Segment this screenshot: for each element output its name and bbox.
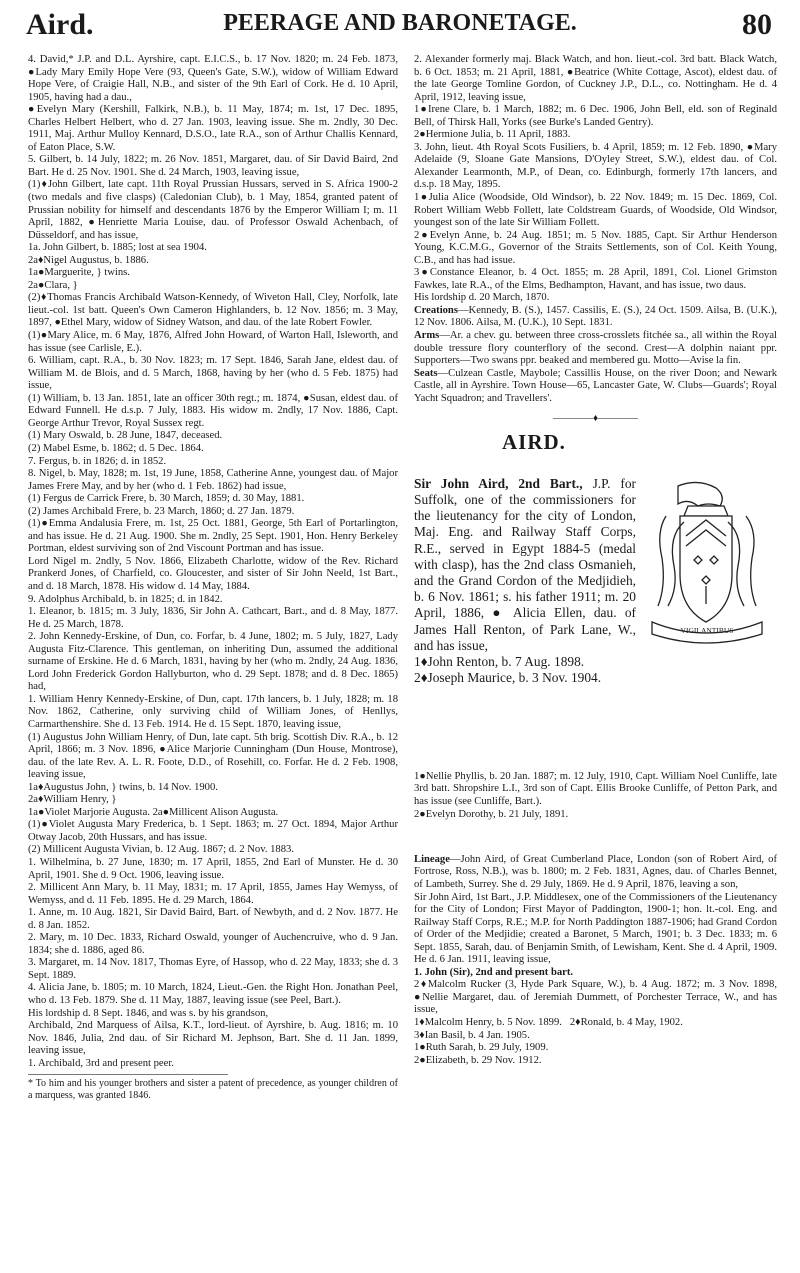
left-paragraph-37: Archibald, 2nd Marquess of Ailsa, K.T., lord-lieut. of Ayrshire, b. Aug. 1816; m. 10 Nov. 1846, Julia, 2nd dau. of Sir Richard M. Jephson, Bart. She d. 11 Jan. 1899, leaving issue, [28,1020,398,1057]
header-center: PEERAGE AND BARONETAGE. [223,10,577,36]
creations [414,305,777,330]
left-paragraph-23: 1. William Henry Kennedy-Erskine, of Dun, capt. 17th lancers, b. 1 July, 1828; m. 18 Nov. 1862, Catherine, only surviving child of William Jones, of Henllys, Carmarthenshire. She d. 13 Feb. 1914. He d. 15 Sept. 1870, leaving issue, [28,693,398,730]
arms-text: —Ar. a chev. gu. between three cross-crosslets fitchée sa., all within the Royal double tressure flory counterflory of the second. Crest—A dolphin naiant ppr. Supporters—Two swans ppr. beaked and membered gu. Motto—Avise la fin. [414,330,777,367]
left-paragraph-29: (2) Millicent Augusta Vivian, b. 12 Aug. 1867; d. 2 Nov. 1883. [28,844,294,856]
left-paragraph-2: 5. Gilbert, b. 14 July, 1822; m. 26 Nov. 1851, Margaret, dau. of Sir David Baird, 2nd Bart. He d. 25 Nov. 1901. She d. 24 March, 1903, leaving issue, [28,154,398,178]
left-paragraph-22: 2. John Kennedy-Erskine, of Dun, co. Forfar, b. 4 June, 1802; m. 5 July, 1827, Lady Augusta Fitz-Clarence. This gentleman, on inheriting Dun, assumed the additional surname of Erskine. He d. 6 March, 1831, having by her (who m. 2ndly, 24 Aug. 1836, Lord John Frederick Gordon Hallyburton, who d. 29 Sept. 1878; and d. 8 Dec. 1865) had, [28,631,398,693]
left-paragraph-33: 2. Mary, m. 10 Dec. 1833, Richard Oswald, younger of Auchencruive, who d. 9 Jan. 1834; she d. 1886, aged 86. [28,932,398,956]
left-paragraph-30: 1. Wilhelmina, b. 27 June, 1830; m. 17 April, 1855, 2nd Earl of Munster. He d. 30 April, 1901. She d. 9 Oct. 1906, leaving issue. [28,857,398,881]
left-paragraph-26: 2a♦William Henry, } [28,794,117,806]
right-paragraph-6: 3●Constance Eleanor, b. 4 Oct. 1855; m. 28 April, 1891, Col. Lionel Grimston Fawkes, late R.A., of the Elms, Bedhampton, Havant, and has issue, two daus. [414,267,777,291]
left-paragraphs [28,54,398,1070]
grandson-1: 1♦Malcolm Henry, b. 5 Nov. 1899. [414,1016,562,1028]
aird-daughter-2: 2●Evelyn Dorothy, b. 21 July, 1891. [414,808,569,820]
left-paragraph-34: 3. Margaret, m. 14 Nov. 1817, Thomas Eyre, of Hassop, who d. 22 May, 1833; she d. 3 Sept. 1889. [28,957,398,981]
aird-grandchild-3: 3♦Ian Basil, b. 4 Jan. 1905. [414,1029,530,1041]
left-paragraph-11: (1) William, b. 13 Jan. 1851, late an officer 30th regt.; m. 1874, ●Susan, eldest dau. of Edward Funnell. He d.s.p. 7 July, 1883. His widow m. 2ndly, 17 Nov. 1886, Capt. George Arthur Trevor, Royal Sussex regt. [28,392,398,429]
aird-lineage [414,854,777,892]
aird-daughters [414,771,777,821]
aird-heir: 1. John (Sir), 2nd and present bart. [414,966,574,978]
right-paragraph-2: 2●Hermione Julia, b. 11 April, 1883. [414,129,571,141]
left-paragraph-19: Lord Nigel m. 2ndly, 5 Nov. 1866, Elizabeth Charlotte, widow of the Rev. Richard Prankerd Jones, of Charfield, co. Gloucester, and sister of Sir John Neeld, 1st Bart., and d. 18 March, 1878. His widow d. 14 May, 1884. [28,555,398,592]
left-paragraph-4: 1a. John Gilbert, b. 1885; lost at sea 1904. [28,242,207,254]
aird-brother: 2♦Malcolm Rucker (3, Hyde Park Square, W.), b. 4 Aug. 1872; m. 3 Nov. 1898, ●Nellie Margaret, dau. of Jeremiah Dummett, of Porchester Terrace, W., and has issue, [414,979,777,1016]
aird-intro [414,476,636,687]
right-paragraph-3: 3. John, lieut. 4th Royal Scots Fusiliers, b. 4 April, 1859; m. 12 Feb. 1890, ●Mary Adelaide (9, Sloane Gate Mansions, D'Oyley Street, S.W.), eldest dau. of Col. Alexander Learmonth, M.P., of Dean, co. Edinburgh, formerly 17th lancers, and d.s.p. 18 May, 1895. [414,141,777,191]
aird-grandchild-1 [414,1017,777,1030]
right-paragraph-7: His lordship d. 20 March, 1870. [414,292,550,304]
left-paragraph-6: 1a●Marguerite, } twins. [28,267,130,279]
left-paragraph-24: (1) Augustus John William Henry, of Dun, late capt. 5th brig. Scottish Div. R.A., b. 12 April, 1866; m. 3 Nov. 1896, ●Alice Marjorie Cunningham (Dun House, Montrose), dau. of the late Rev. A. L. R. Foote, D.D., of Rosehill, co. Forfar. He d. 2 Feb. 1908, leaving issue, [28,731,398,781]
left-paragraph-0: 4. David,* J.P. and D.L. Ayrshire, capt. E.I.C.S., b. 17 Nov. 1820; m. 24 Feb. 1873, ●Lady Mary Emily Hope Vere (93, Queen's Gate, S.W.), widow of William Edward Hope Vere, of Craigie Hall, N.B., and sister of the 9th Earl of Cork. He d. 10 April, 1905, having had a dau., [28,54,398,103]
aird-intro-name: Sir John Aird, 2nd Bart., [414,475,583,491]
grandson-2: 2♦Ronald, b. 4 May, 1902. [569,1016,683,1028]
left-paragraph-21: 1. Eleanor, b. 1815; m. 3 July, 1836, Sir John A. Cathcart, Bart., and d. 8 May, 1877. He d. 25 March, 1878. [28,606,398,630]
arms-label: Arms [414,330,440,342]
left-paragraph-18: (1)●Emma Andalusia Frere, m. 1st, 25 Oct. 1881, George, 5th Earl of Portarlington, and has issue. He d. 21 Aug. 1900. She m. 2ndly, 25 Sept. 1901, Hon. Henry Berkeley Portman, eldest surviving son of 2nd Viscount Portman and has issue. [28,518,398,555]
right-column [414,54,777,1067]
footnote: * To him and his younger brothers and sister a patent of precedence, as younger children of a marquess, was granted 1846. [28,1078,398,1102]
aird-grandchild-4: 1●Ruth Sarah, b. 29 July, 1909. [414,1042,549,1054]
left-paragraph-10: 6. William, capt. R.A., b. 30 Nov. 1823; m. 17 Sept. 1846, Sarah Jane, eldest dau. of William M. de Blois, and d. 5 March, 1868, having by her (who d. 5 Feb. 1875) had issue, [28,355,398,392]
left-paragraph-9: (1)●Mary Alice, m. 6 May, 1876, Alfred John Howard, of Warton Hall, Isleworth, and has issue (see Carlisle, E.). [28,330,398,354]
running-header [0,0,800,50]
left-paragraph-32: 1. Anne, m. 10 Aug. 1821, Sir David Baird, Bart. of Newbyth, and d. 2 Nov. 1877. He d. 8 Jan. 1852. [28,907,398,931]
left-paragraph-28: (1)●Violet Augusta Mary Frederica, b. 1 Sept. 1863; m. 27 Oct. 1894, Major Arthur Otway Jacob, 20th Hussars, and has issue. [28,819,398,843]
seats-label: Seats [414,367,438,379]
left-paragraph-16: (1) Fergus de Carrick Frere, b. 30 March, 1859; d. 30 May, 1881. [28,493,305,505]
arms [414,330,777,368]
right-paragraph-5: 2●Evelyn Anne, b. 24 Aug. 1851; m. 5 Nov. 1885, Capt. Sir Arthur Henderson Young, K.C.M.G., Governor of the Straits Settlements, son of Col. Keith Young, C.B., and has had issue. [414,229,777,266]
left-paragraph-15: 8. Nigel, b. May, 1828; m. 1st, 19 June, 1858, Catherine Anne, youngest dau. of Major James Frere May, and by her (who d. 1 Feb. 1862) had issue, [28,468,398,492]
aird-daughter-1: 1●Nellie Phyllis, b. 20 Jan. 1887; m. 12 July, 1910, Capt. William Noel Cunliffe, late 3rd batt. Shropshire L.I., 3rd son of Capt. Ellis Brooke Cunliffe, of Petton Park, and has issue (see Cunliffe, Bart.). [414,770,777,807]
crest-motto: VIGILANTIBUS [680,625,734,635]
left-paragraph-35: 4. Alicia Jane, b. 1805; m. 10 March, 1824, Lieut.-Gen. the Right Hon. Jonathan Peel, who d. 13 Feb. 1879. She d. 11 May, 1887, leaving issue (see Peel, Bart.). [28,982,398,1007]
right-paragraph-4: 1●Julia Alice (Woodside, Old Windsor), b. 22 Nov. 1849; m. 15 Dec. 1869, Col. Robert William Webb Follett, late Coldstream Guards, of Woodside, Old Windsor, youngest son of the late Sir William Follett. [414,192,777,229]
aird-son-1: 1♦John Renton, b. 7 Aug. 1898. [414,654,585,670]
aird-first-baronet: Sir John Aird, 1st Bart., J.P. Middlesex, one of the Commissioners of the Lieutenancy for the City of London; First Mayor of Paddington, 1900-1; hon. lt.-col. Eng. and Railway Staff Corps, R.E.; M.P. for North Paddington 1887-1906; had Grand Cordon of Order of the Medjidie; created a Baronet, 5 March, 1901; b. 3 Dec. 1833; m. 6 Sept. 1855, Sarah, dau. of Benjamin Smith, of Lewisham, Kent. She d. 4 April, 1909. He d. 6 Jan. 1911, leaving issue, [414,891,777,966]
aird-entry [414,429,777,854]
left-paragraph-27: 1a●Violet Marjorie Augusta. 2a●Millicent Alison Augusta. [28,806,279,818]
creations-text: —Kennedy, B. (S.), 1457. Cassilis, E. (S.), 24 Oct. 1509. Ailsa, B. (U.K.), 12 Nov. 1806. Ailsa, M. (U.K.), 10 Sept. 1831. [414,304,777,329]
entry-title: AIRD. [502,429,566,454]
left-paragraph-3: (1)♦John Gilbert, late capt. 11th Royal Prussian Hussars, served in S. Africa 1900-2 (two medals and five clasps) (Caledonian Club), b. 1 May, 1854, granted patent of Prussian nobility for himself and descendants 1876 by the Emperor William I; m. 11 April, 1882, ●Henriette Maria Louise, dau. of Professor Oswald Achenbach, of Düsseldorf, and has issue, [28,179,398,241]
left-paragraph-7: 2a●Clara, } [28,279,78,291]
lineage-text: —John Aird, of Great Cumberland Place, London (son of Robert Aird, of Fortrose, Ross, N.B.), was b. 1800; m. 2 Feb. 1831, Agnes, dau. of Charles Bennet, of Lambeth, Surrey. She d. 29 July, 1869. He d. 9 April, 1876, leaving a son, [414,853,777,890]
left-paragraph-17: (2) James Archibald Frere, b. 23 March, 1860; d. 27 Jan. 1879. [28,505,295,517]
left-paragraph-1: ●Evelyn Mary (Kershill, Falkirk, N.B.), b. 11 May, 1874; m. 1st, 17 Dec. 1895, Charles Helbert Helbert, who d. 27 Jan. 1903, leaving issue. She m. 2ndly, 30 Dec. 1911, Maj. Arthur Mulloy Kennard, D.S.O., late R.A., son of Arthur Challis Kennard, of Eaton Place, S.W. [28,104,398,153]
aird-son-2: 2♦Joseph Maurice, b. 3 Nov. 1904. [414,670,602,686]
left-paragraph-31: 2. Millicent Ann Mary, b. 11 May, 1831; m. 17 April, 1855, James Hay Wemyss, of Wemyss, and d. 11 Feb. 1895. He d. 29 March, 1864. [28,882,398,906]
header-left: Aird. [26,8,94,41]
left-paragraph-25: 1a♦Augustus John, } twins, b. 14 Nov. 1900. [28,781,218,793]
left-paragraph-12: (1) Mary Oswald, b. 28 June, 1847, deceased. [28,430,223,442]
lineage-label: Lineage [414,853,450,865]
seats-text: —Culzean Castle, Maybole; Cassillis House, on the river Doon; and Newark Castle, all in Ayrshire. Town House—65, Lancaster Gate, W. Clubs—Guards'; Royal Yacht Squadron; and Travellers'. [414,367,777,404]
left-paragraph-38: 1. Archibald, 3rd and present peer. [28,1057,174,1069]
seats [414,368,777,406]
left-paragraph-8: (2)♦Thomas Francis Archibald Watson-Kennedy, of Wiveton Hall, Cley, Norfolk, late lieut.-col. 1st batt. Queen's Own Cameron Highlanders, b. 12 Nov. 1856; m. 3 May, 1897, ●Ethel Mary, widow of Sidney Watson, and dau. of the late Robert Fowler. [28,292,398,329]
aird-intro-text: J.P. for Suffolk, one of the commissioners for the lieutenancy for the city of London, Maj. Eng. and Railway Staff Corps, R.E., served in Egypt 1884-5 (medal with clasp), has the 2nd class Osmanieh, and the Grand Cordon of the Medjidieh, b. 6 Nov. 1861; s. his father 1911; m. 20 April, 1886, ● Alicia Ellen, dau. of James Hall Renton, of Park Lane, W., and has issue, [414,475,636,653]
left-paragraph-14: 7. Fergus, b. in 1826; d. in 1852. [28,455,167,467]
right-paragraph-0: 2. Alexander formerly maj. Black Watch, and hon. lieut.-col. 3rd batt. Black Watch, b. 6 Oct. 1853; m. 21 April, 1881, ●Beatrice (White Cottage, Ascot), eldest dau. of the late George Tomline Gordon, of Cuckney J.P., D.L., co. Nottingham. He d. 4 April, 1912, leaving issue, [414,54,777,103]
left-paragraph-13: (2) Mabel Esme, b. 1862; d. 5 Dec. 1864. [28,442,204,454]
left-column [28,54,398,1102]
creations-label: Creations [414,304,458,316]
coat-of-arms-crest [638,476,776,644]
right-paragraph-1: 1●Irene Clare, b. 1 March, 1882; m. 6 Dec. 1906, John Bell, eld. son of Reginald Bell, of Thirsk Hall, Yorks (see Burke's Landed Gentry). [414,104,777,128]
aird-grandchild-5: 2●Elizabeth, b. 29 Nov. 1912. [414,1054,542,1066]
left-paragraph-20: 9. Adolphus Archibald, b. in 1825; d. in 1842. [28,593,223,605]
section-divider: ————♦———— [552,413,639,425]
left-paragraph-36: His lordship d. 8 Sept. 1846, and was s. by his grandson, [28,1007,269,1019]
page-number: 80 [742,8,772,41]
left-paragraph-5: 2a♦Nigel Augustus, b. 1886. [28,254,149,266]
ailsa-continuation [414,54,777,305]
